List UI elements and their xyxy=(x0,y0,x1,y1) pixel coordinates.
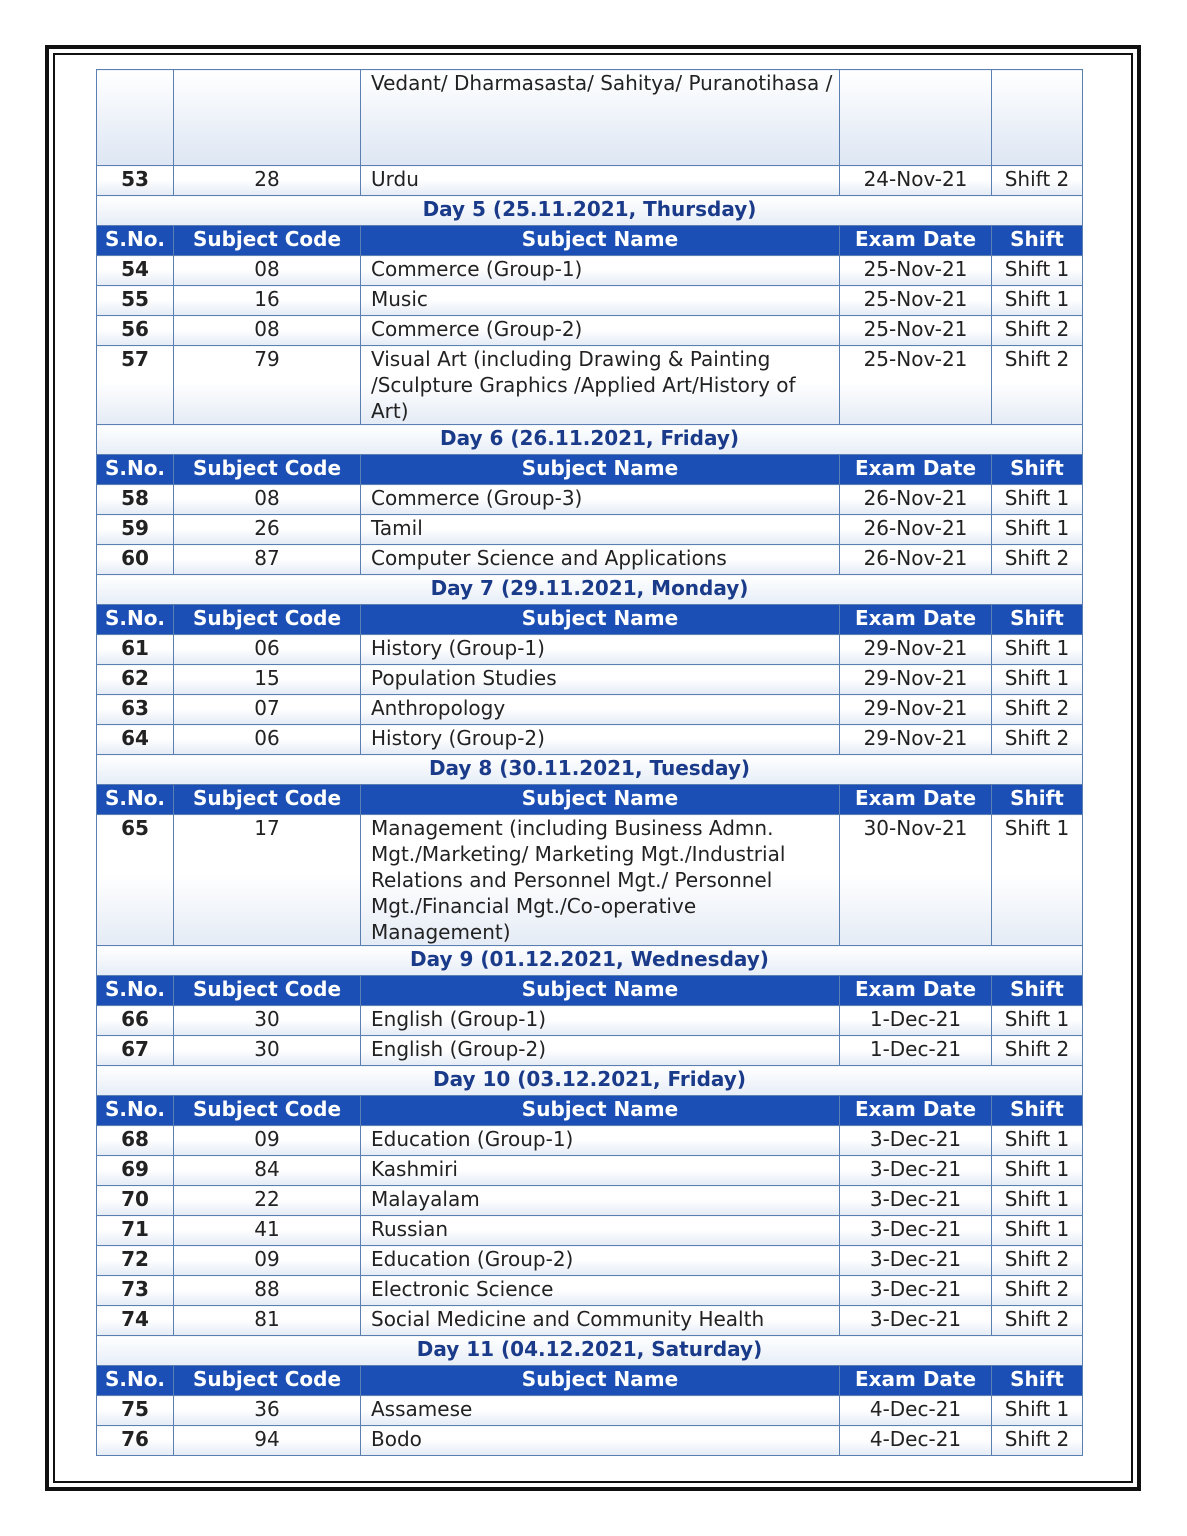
table-row xyxy=(97,70,1083,166)
table-row xyxy=(97,545,1083,575)
column-header-sno: S.No. xyxy=(97,605,174,635)
column-header-sno: S.No. xyxy=(97,455,174,485)
table-row xyxy=(97,485,1083,515)
column-header-exam-date: Exam Date xyxy=(840,976,992,1006)
exam-date-cell: 26-Nov-21 xyxy=(840,515,992,545)
sno-cell: 58 xyxy=(97,485,174,515)
day-title: Day 5 (25.11.2021, Thursday) xyxy=(97,196,1083,226)
day-title: Day 9 (01.12.2021, Wednesday) xyxy=(97,946,1083,976)
column-header-sno: S.No. xyxy=(97,1366,174,1396)
day-title: Day 10 (03.12.2021, Friday) xyxy=(97,1066,1083,1096)
table-row xyxy=(97,1156,1083,1186)
exam-date-cell: 3-Dec-21 xyxy=(840,1276,992,1306)
code-cell: 22 xyxy=(174,1186,361,1216)
column-header-sno: S.No. xyxy=(97,1096,174,1126)
sno-cell: 66 xyxy=(97,1006,174,1036)
day-title: Day 11 (04.12.2021, Saturday) xyxy=(97,1336,1083,1366)
exam-date-cell: 29-Nov-21 xyxy=(840,725,992,755)
column-header-sno: S.No. xyxy=(97,976,174,1006)
day-title: Day 7 (29.11.2021, Monday) xyxy=(97,575,1083,605)
table-row xyxy=(97,1036,1083,1066)
code-cell: 07 xyxy=(174,695,361,725)
shift-cell: Shift 1 xyxy=(992,1126,1083,1156)
column-header-subject-name: Subject Name xyxy=(361,1096,840,1126)
exam-date-cell: 26-Nov-21 xyxy=(840,545,992,575)
column-header-row xyxy=(97,1096,1083,1126)
exam-date-cell: 29-Nov-21 xyxy=(840,665,992,695)
shift-cell: Shift 2 xyxy=(992,166,1083,196)
column-header-exam-date: Exam Date xyxy=(840,605,992,635)
sno-cell: 65 xyxy=(97,815,174,946)
subject-name-cell: Computer Science and Applications xyxy=(361,545,840,575)
column-header-exam-date: Exam Date xyxy=(840,1366,992,1396)
table-row xyxy=(97,1276,1083,1306)
sno-cell: 57 xyxy=(97,346,174,425)
shift-cell: Shift 2 xyxy=(992,346,1083,425)
shift-cell: Shift 2 xyxy=(992,1246,1083,1276)
code-cell: 08 xyxy=(174,256,361,286)
exam-date-cell: 1-Dec-21 xyxy=(840,1036,992,1066)
shift-cell: Shift 2 xyxy=(992,545,1083,575)
shift-cell: Shift 2 xyxy=(992,316,1083,346)
column-header-code: Subject Code xyxy=(174,976,361,1006)
shift-cell: Shift 2 xyxy=(992,695,1083,725)
column-header-subject-name: Subject Name xyxy=(361,226,840,256)
day-header-row xyxy=(97,196,1083,226)
column-header-row xyxy=(97,976,1083,1006)
column-header-row xyxy=(97,455,1083,485)
exam-date-cell: 24-Nov-21 xyxy=(840,166,992,196)
shift-cell: Shift 1 xyxy=(992,256,1083,286)
shift-cell: Shift 1 xyxy=(992,815,1083,946)
column-header-sno: S.No. xyxy=(97,785,174,815)
table-row xyxy=(97,515,1083,545)
code-cell: 08 xyxy=(174,485,361,515)
day-header-row xyxy=(97,1336,1083,1366)
code-cell: 26 xyxy=(174,515,361,545)
code-cell: 28 xyxy=(174,166,361,196)
subject-name-cell: Visual Art (including Drawing & Painting /Sculpture Graphics /Applied Art/History of Art) xyxy=(361,346,840,425)
shift-cell: Shift 1 xyxy=(992,485,1083,515)
exam-date-cell: 25-Nov-21 xyxy=(840,346,992,425)
column-header-code: Subject Code xyxy=(174,785,361,815)
code-cell: 30 xyxy=(174,1036,361,1066)
column-header-exam-date: Exam Date xyxy=(840,1096,992,1126)
subject-name-cell: Electronic Science xyxy=(361,1276,840,1306)
table-row xyxy=(97,316,1083,346)
code-cell: 79 xyxy=(174,346,361,425)
shift-cell: Shift 2 xyxy=(992,1426,1083,1456)
sno-cell: 71 xyxy=(97,1216,174,1246)
exam-date-cell: 29-Nov-21 xyxy=(840,695,992,725)
exam-date-cell: 3-Dec-21 xyxy=(840,1216,992,1246)
code-cell: 09 xyxy=(174,1126,361,1156)
sno-cell: 72 xyxy=(97,1246,174,1276)
day-header-row xyxy=(97,425,1083,455)
sno-cell: 76 xyxy=(97,1426,174,1456)
exam-date-cell: 3-Dec-21 xyxy=(840,1246,992,1276)
subject-name-cell: Anthropology xyxy=(361,695,840,725)
table-row xyxy=(97,695,1083,725)
subject-name-cell: Bodo xyxy=(361,1426,840,1456)
sno-cell: 62 xyxy=(97,665,174,695)
shift-cell: Shift 1 xyxy=(992,1006,1083,1036)
column-header-code: Subject Code xyxy=(174,1096,361,1126)
shift-cell: Shift 1 xyxy=(992,286,1083,316)
table-row xyxy=(97,256,1083,286)
table-row xyxy=(97,1006,1083,1036)
code-cell: 84 xyxy=(174,1156,361,1186)
exam-date-cell: 25-Nov-21 xyxy=(840,286,992,316)
subject-name-cell: Commerce (Group-1) xyxy=(361,256,840,286)
shift-cell: Shift 1 xyxy=(992,1156,1083,1186)
exam-date-cell: 30-Nov-21 xyxy=(840,815,992,946)
shift-cell: Shift 1 xyxy=(992,1216,1083,1246)
sno-cell: 75 xyxy=(97,1396,174,1426)
shift-cell: Shift 1 xyxy=(992,1396,1083,1426)
sno-cell: 63 xyxy=(97,695,174,725)
column-header-exam-date: Exam Date xyxy=(840,785,992,815)
subject-name-cell: Russian xyxy=(361,1216,840,1246)
subject-name-cell: History (Group-2) xyxy=(361,725,840,755)
table-row xyxy=(97,1426,1083,1456)
subject-name-cell: Vedant/ Dharmasasta/ Sahitya/ Puranotihasa / xyxy=(361,70,840,166)
sno-cell: 74 xyxy=(97,1306,174,1336)
day-title: Day 6 (26.11.2021, Friday) xyxy=(97,425,1083,455)
subject-name-cell: Social Medicine and Community Health xyxy=(361,1306,840,1336)
column-header-shift: Shift xyxy=(992,455,1083,485)
exam-date-cell: 3-Dec-21 xyxy=(840,1156,992,1186)
table-row xyxy=(97,1126,1083,1156)
code-cell: 16 xyxy=(174,286,361,316)
table-row xyxy=(97,166,1083,196)
table-row xyxy=(97,815,1083,946)
column-header-row xyxy=(97,605,1083,635)
column-header-shift: Shift xyxy=(992,1096,1083,1126)
subject-name-cell: Management (including Business Admn. Mgt./Marketing/ Marketing Mgt./Industrial Relations and Personnel Mgt./ Personnel Mgt./Financial Mgt./Co-operative Management) xyxy=(361,815,840,946)
column-header-subject-name: Subject Name xyxy=(361,1366,840,1396)
code-cell: 36 xyxy=(174,1396,361,1426)
exam-date-cell: 4-Dec-21 xyxy=(840,1396,992,1426)
sno-cell: 69 xyxy=(97,1156,174,1186)
column-header-exam-date: Exam Date xyxy=(840,226,992,256)
table-row xyxy=(97,725,1083,755)
column-header-code: Subject Code xyxy=(174,605,361,635)
code-cell: 87 xyxy=(174,545,361,575)
column-header-code: Subject Code xyxy=(174,1366,361,1396)
column-header-code: Subject Code xyxy=(174,455,361,485)
day-title: Day 8 (30.11.2021, Tuesday) xyxy=(97,755,1083,785)
column-header-row xyxy=(97,226,1083,256)
column-header-shift: Shift xyxy=(992,226,1083,256)
shift-cell xyxy=(992,70,1083,166)
exam-schedule-table xyxy=(96,69,1083,1456)
subject-name-cell: Assamese xyxy=(361,1396,840,1426)
subject-name-cell: English (Group-2) xyxy=(361,1036,840,1066)
column-header-exam-date: Exam Date xyxy=(840,455,992,485)
table-row xyxy=(97,1246,1083,1276)
code-cell: 94 xyxy=(174,1426,361,1456)
table-row xyxy=(97,635,1083,665)
exam-date-cell: 3-Dec-21 xyxy=(840,1306,992,1336)
code-cell: 09 xyxy=(174,1246,361,1276)
table-row xyxy=(97,346,1083,425)
subject-name-cell: English (Group-1) xyxy=(361,1006,840,1036)
sno-cell: 55 xyxy=(97,286,174,316)
code-cell xyxy=(174,70,361,166)
column-header-subject-name: Subject Name xyxy=(361,976,840,1006)
column-header-code: Subject Code xyxy=(174,226,361,256)
column-header-shift: Shift xyxy=(992,976,1083,1006)
exam-date-cell: 4-Dec-21 xyxy=(840,1426,992,1456)
exam-date-cell: 25-Nov-21 xyxy=(840,316,992,346)
column-header-shift: Shift xyxy=(992,605,1083,635)
day-header-row xyxy=(97,755,1083,785)
subject-name-cell: Urdu xyxy=(361,166,840,196)
column-header-row xyxy=(97,1366,1083,1396)
exam-date-cell xyxy=(840,70,992,166)
shift-cell: Shift 1 xyxy=(992,665,1083,695)
exam-date-cell: 25-Nov-21 xyxy=(840,256,992,286)
shift-cell: Shift 2 xyxy=(992,1276,1083,1306)
table-row xyxy=(97,1306,1083,1336)
column-header-subject-name: Subject Name xyxy=(361,785,840,815)
code-cell: 41 xyxy=(174,1216,361,1246)
day-header-row xyxy=(97,575,1083,605)
shift-cell: Shift 2 xyxy=(992,1306,1083,1336)
sno-cell: 64 xyxy=(97,725,174,755)
code-cell: 06 xyxy=(174,725,361,755)
column-header-subject-name: Subject Name xyxy=(361,605,840,635)
exam-date-cell: 26-Nov-21 xyxy=(840,485,992,515)
subject-name-cell: Education (Group-2) xyxy=(361,1246,840,1276)
sno-cell: 70 xyxy=(97,1186,174,1216)
sno-cell: 53 xyxy=(97,166,174,196)
column-header-sno: S.No. xyxy=(97,226,174,256)
subject-name-cell: History (Group-1) xyxy=(361,635,840,665)
code-cell: 81 xyxy=(174,1306,361,1336)
column-header-subject-name: Subject Name xyxy=(361,455,840,485)
shift-cell: Shift 2 xyxy=(992,725,1083,755)
sno-cell: 73 xyxy=(97,1276,174,1306)
code-cell: 17 xyxy=(174,815,361,946)
column-header-shift: Shift xyxy=(992,785,1083,815)
code-cell: 15 xyxy=(174,665,361,695)
shift-cell: Shift 1 xyxy=(992,635,1083,665)
day-header-row xyxy=(97,1066,1083,1096)
subject-name-cell: Music xyxy=(361,286,840,316)
code-cell: 06 xyxy=(174,635,361,665)
sno-cell: 56 xyxy=(97,316,174,346)
table-row xyxy=(97,1186,1083,1216)
shift-cell: Shift 1 xyxy=(992,515,1083,545)
table-row xyxy=(97,1396,1083,1426)
subject-name-cell: Education (Group-1) xyxy=(361,1126,840,1156)
sno-cell: 67 xyxy=(97,1036,174,1066)
column-header-row xyxy=(97,785,1083,815)
sno-cell: 54 xyxy=(97,256,174,286)
subject-name-cell: Commerce (Group-2) xyxy=(361,316,840,346)
sno-cell: 68 xyxy=(97,1126,174,1156)
column-header-shift: Shift xyxy=(992,1366,1083,1396)
exam-date-cell: 3-Dec-21 xyxy=(840,1126,992,1156)
subject-name-cell: Commerce (Group-3) xyxy=(361,485,840,515)
exam-date-cell: 1-Dec-21 xyxy=(840,1006,992,1036)
code-cell: 08 xyxy=(174,316,361,346)
shift-cell: Shift 1 xyxy=(992,1186,1083,1216)
table-row xyxy=(97,1216,1083,1246)
sno-cell: 59 xyxy=(97,515,174,545)
sno-cell: 60 xyxy=(97,545,174,575)
subject-name-cell: Kashmiri xyxy=(361,1156,840,1186)
code-cell: 88 xyxy=(174,1276,361,1306)
day-header-row xyxy=(97,946,1083,976)
shift-cell: Shift 2 xyxy=(992,1036,1083,1066)
exam-date-cell: 3-Dec-21 xyxy=(840,1186,992,1216)
code-cell: 30 xyxy=(174,1006,361,1036)
table-row xyxy=(97,665,1083,695)
subject-name-cell: Population Studies xyxy=(361,665,840,695)
table-row xyxy=(97,286,1083,316)
sno-cell: 61 xyxy=(97,635,174,665)
sno-cell xyxy=(97,70,174,166)
exam-date-cell: 29-Nov-21 xyxy=(840,635,992,665)
subject-name-cell: Tamil xyxy=(361,515,840,545)
subject-name-cell: Malayalam xyxy=(361,1186,840,1216)
